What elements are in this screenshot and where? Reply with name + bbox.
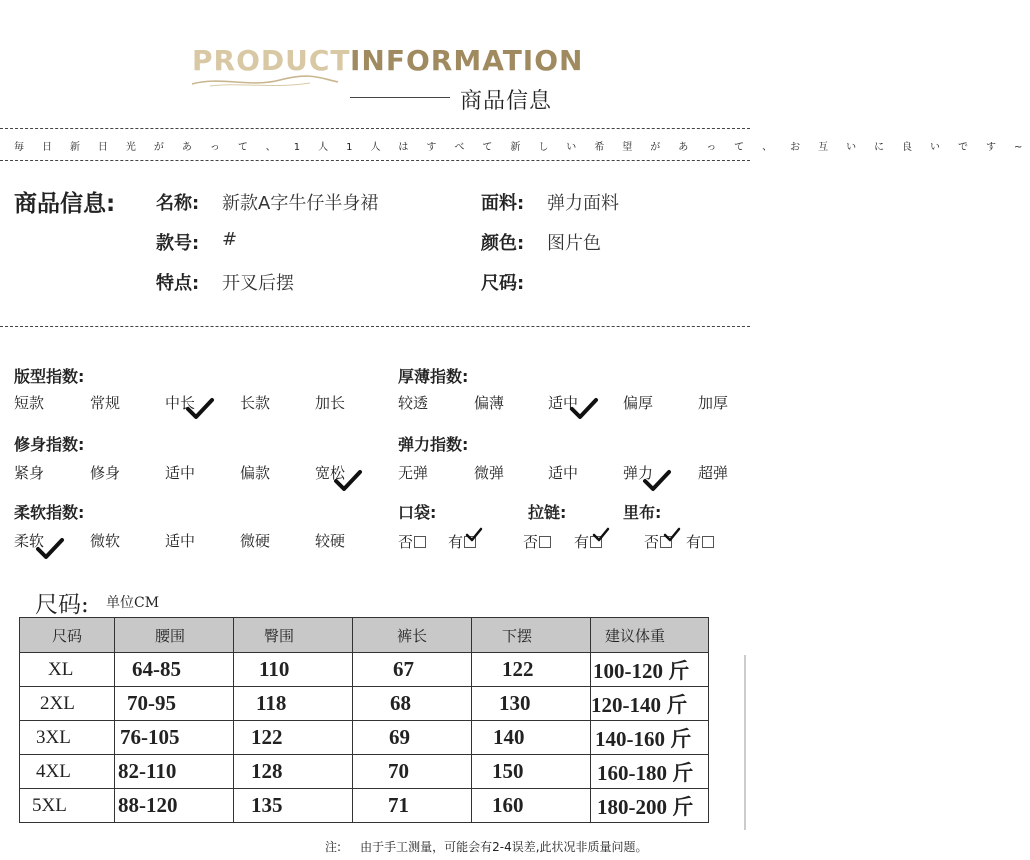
cell-weight: 180-200 斤 xyxy=(591,789,709,823)
cell-length: 67 xyxy=(353,653,472,687)
cell-hem: 160 xyxy=(472,789,591,823)
checkmark-icon xyxy=(643,470,671,492)
checkmark-icon xyxy=(664,528,680,542)
zipper-yes-label: 有 xyxy=(574,533,590,551)
field-size-label: 尺码: xyxy=(481,273,525,294)
elastic-option-medium: 适中 xyxy=(548,464,579,482)
cell-waist: 64-85 xyxy=(115,653,234,687)
field-fabric-value: 弹力面料 xyxy=(547,193,619,214)
checkmark-icon xyxy=(36,538,64,560)
cell-hem: 140 xyxy=(472,721,591,755)
cell-length: 70 xyxy=(353,755,472,789)
soft-index-label: 柔软指数: xyxy=(14,503,85,522)
soft-option-medium: 适中 xyxy=(165,532,196,550)
pocket-no-checkbox xyxy=(414,536,426,548)
table-row xyxy=(20,755,709,789)
lining-no-label: 否 xyxy=(644,533,660,551)
cell-hem: 150 xyxy=(472,755,591,789)
field-sku-label: 款号: xyxy=(156,233,200,254)
slim-index-label: 修身指数: xyxy=(14,435,85,454)
field-color-label: 颜色: xyxy=(481,233,525,254)
cell-hip: 110 xyxy=(234,653,353,687)
cell-weight: 120-140 斤 xyxy=(591,687,709,721)
header-length: 裤长 xyxy=(353,618,472,653)
edge-fragment xyxy=(742,655,750,830)
fit-index-label: 版型指数: xyxy=(14,367,85,386)
title-en-information: INFORMATION xyxy=(350,44,584,77)
header-weight: 建议体重 xyxy=(591,618,709,653)
thickness-option-medium: 适中 xyxy=(548,394,579,412)
field-feature-label: 特点: xyxy=(156,273,200,294)
cell-waist: 70-95 xyxy=(115,687,234,721)
field-sku-value: # xyxy=(222,229,238,250)
field-name-label: 名称: xyxy=(156,193,200,214)
soft-option-soft: 柔软 xyxy=(14,532,45,550)
fit-option-regular: 常规 xyxy=(90,394,121,412)
header-hem: 下摆 xyxy=(472,618,591,653)
title-en-product: PRODUCT xyxy=(192,44,351,77)
thickness-option-sheer: 较透 xyxy=(398,394,429,412)
lining-yes-label: 有 xyxy=(686,533,702,551)
soft-option-slighthard: 微硬 xyxy=(240,532,271,550)
fit-option-extralong: 加长 xyxy=(315,394,346,412)
checkmark-icon xyxy=(593,528,609,542)
cell-length: 71 xyxy=(353,789,472,823)
lining-label: 里布: xyxy=(623,503,662,522)
cell-hip: 122 xyxy=(234,721,353,755)
slim-option-tight: 紧身 xyxy=(14,464,45,482)
cell-weight: 160-180 斤 xyxy=(591,755,709,789)
cell-hip: 135 xyxy=(234,789,353,823)
slim-option-loose: 宽松 xyxy=(315,464,346,482)
lining-yes xyxy=(686,531,714,552)
elastic-option-slight: 微弹 xyxy=(474,464,505,482)
swoosh-ornament xyxy=(190,74,340,90)
cell-hem: 130 xyxy=(472,687,591,721)
dashed-divider-2 xyxy=(0,160,750,161)
elastic-option-superstretch: 超弹 xyxy=(698,464,729,482)
zipper-label: 拉链: xyxy=(528,503,567,522)
size-unit: 单位CM xyxy=(106,595,160,611)
size-title: 尺码: xyxy=(35,592,89,618)
elastic-option-none: 无弹 xyxy=(398,464,429,482)
cell-length: 68 xyxy=(353,687,472,721)
cell-size: 4XL xyxy=(20,755,115,789)
cell-waist: 82-110 xyxy=(115,755,234,789)
header-size: 尺码 xyxy=(20,618,115,653)
thickness-index-label: 厚薄指数: xyxy=(398,367,469,386)
cell-size: 5XL xyxy=(20,789,115,823)
slim-option-medium: 适中 xyxy=(165,464,196,482)
fit-option-midlength: 中长 xyxy=(165,394,196,412)
cell-weight: 140-160 斤 xyxy=(591,721,709,755)
pocket-no xyxy=(398,531,426,552)
lining-yes-checkbox xyxy=(702,536,714,548)
field-name-value: 新款A字牛仔半身裙 xyxy=(222,193,379,214)
elastic-option-stretch: 弹力 xyxy=(623,464,654,482)
cell-hip: 128 xyxy=(234,755,353,789)
zipper-no-label: 否 xyxy=(523,533,539,551)
soft-option-slightsoft: 微软 xyxy=(90,532,121,550)
cell-size: 2XL xyxy=(20,687,115,721)
title-divider-line xyxy=(350,97,450,98)
checkmark-icon xyxy=(466,528,482,542)
field-feature-value: 开叉后摆 xyxy=(222,273,294,294)
measurement-note xyxy=(325,838,648,855)
cell-hem: 122 xyxy=(472,653,591,687)
field-color-value: 图片色 xyxy=(547,233,601,254)
cell-waist: 76-105 xyxy=(115,721,234,755)
title-cn: 商品信息 xyxy=(460,89,553,114)
checkmark-icon xyxy=(570,398,598,420)
slim-option-fitted: 修身 xyxy=(90,464,121,482)
note-label: 注: xyxy=(325,840,342,854)
table-row xyxy=(20,653,709,687)
cell-length: 69 xyxy=(353,721,472,755)
slim-option-loose-ish: 偏款 xyxy=(240,464,271,482)
pocket-label: 口袋: xyxy=(398,503,437,522)
size-table-header xyxy=(20,618,709,653)
field-fabric-label: 面料: xyxy=(481,193,525,214)
cell-size: 3XL xyxy=(20,721,115,755)
thickness-option-thin: 偏薄 xyxy=(474,394,505,412)
cell-size: XL xyxy=(20,653,115,687)
checkmark-icon xyxy=(186,398,214,420)
header-waist: 腰围 xyxy=(115,618,234,653)
checkmark-icon xyxy=(334,470,362,492)
thickness-option-thick: 偏厚 xyxy=(623,394,654,412)
fit-option-long: 长款 xyxy=(240,394,271,412)
cell-hip: 118 xyxy=(234,687,353,721)
tagline: 毎 日 新 日 光 が あ っ て 、 1 人 1 人 は す べ て 新 し い 希 望 が あ っ て 、 お 互 い に 良 い で す ~ xyxy=(14,142,1030,153)
header-hip: 臀围 xyxy=(234,618,353,653)
pocket-yes-label: 有 xyxy=(448,533,464,551)
size-table xyxy=(19,617,709,823)
pocket-no-label: 否 xyxy=(398,533,414,551)
elastic-index-label: 弹力指数: xyxy=(398,435,469,454)
table-row xyxy=(20,721,709,755)
zipper-no xyxy=(523,531,551,552)
cell-waist: 88-120 xyxy=(115,789,234,823)
note-text: 由于手工测量，可能会有2-4误差,此状况非质量问题。 xyxy=(360,840,648,854)
zipper-no-checkbox xyxy=(539,536,551,548)
table-row xyxy=(20,687,709,721)
fit-option-short: 短款 xyxy=(14,394,45,412)
cell-weight: 100-120 斤 xyxy=(591,653,709,687)
thickness-option-extrathick: 加厚 xyxy=(698,394,729,412)
info-title: 商品信息: xyxy=(14,191,116,217)
soft-option-hard: 较硬 xyxy=(315,532,346,550)
table-row xyxy=(20,789,709,823)
dashed-divider-top xyxy=(0,128,750,129)
dashed-divider-3 xyxy=(0,326,750,327)
